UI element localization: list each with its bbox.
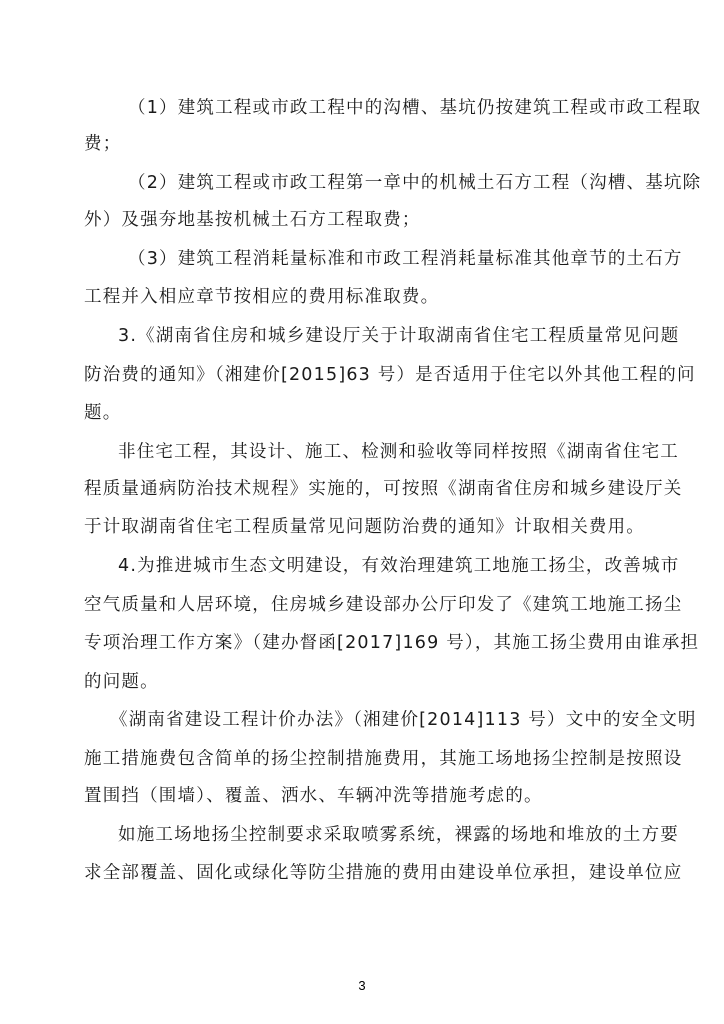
text-line: 空气质量和人居环境，住房城乡建设部办公厅印发了《建筑工地施工扬尘 [84,595,683,615]
text-line: （1）建筑工程或市政工程中的沟槽、基坑仍按建筑工程或市政工程取 [128,98,702,118]
text-line: 施工措施费包含简单的扬尘控制措施费用，其施工场地扬尘控制是按照设 [84,749,683,769]
text-line: 防治费的通知》（湘建价[2015]63 号）是否适用于住宅以外其他工程的问 [84,365,696,385]
text-line: 题。 [84,403,122,423]
text-line: 《湖南省建设工程计价办法》（湘建价[2014]113 号）文中的安全文明 [110,710,697,730]
text-line: 的问题。 [84,672,159,692]
page-number: 3 [358,978,366,993]
text-line: 程质量通病防治技术规程》实施的，可按照《湖南省住房和城乡建设厅关 [84,479,683,499]
text-line: 如施工场地扬尘控制要求采取喷雾系统，裸露的场地和堆放的土方要 [118,825,679,845]
text-line: 于计取湖南省住宅工程质量常见问题防治费的通知》计取相关费用。 [84,517,645,537]
text-line: 求全部覆盖、固化或绿化等防尘措施的费用由建设单位承担，建设单位应 [84,863,683,883]
text-line: 工程并入相应章节按相应的费用标准取费。 [84,287,440,307]
text-line: （3）建筑工程消耗量标准和市政工程消耗量标准其他章节的土石方 [128,249,683,269]
text-line: 非住宅工程，其设计、施工、检测和验收等同样按照《湖南省住宅工 [118,442,679,462]
text-line: 费； [84,134,122,154]
text-line: 置围挡（围墙）、覆盖、洒水、车辆冲洗等措施考虑的。 [84,786,543,806]
text-line: 3.《湖南省住房和城乡建设厅关于计取湖南省住宅工程质量常见问题 [118,326,680,346]
text-line: 4.为推进城市生态文明建设，有效治理建筑工地施工扬尘，改善城市 [118,556,680,576]
text-line: 专项治理工作方案》（建办督函[2017]169 号），其施工扬尘费用由谁承担 [84,633,700,653]
text-line: （2）建筑工程或市政工程第一章中的机械土石方工程（沟槽、基坑除 [128,173,702,193]
text-line: 外）及强夯地基按机械土石方工程取费； [84,210,421,230]
